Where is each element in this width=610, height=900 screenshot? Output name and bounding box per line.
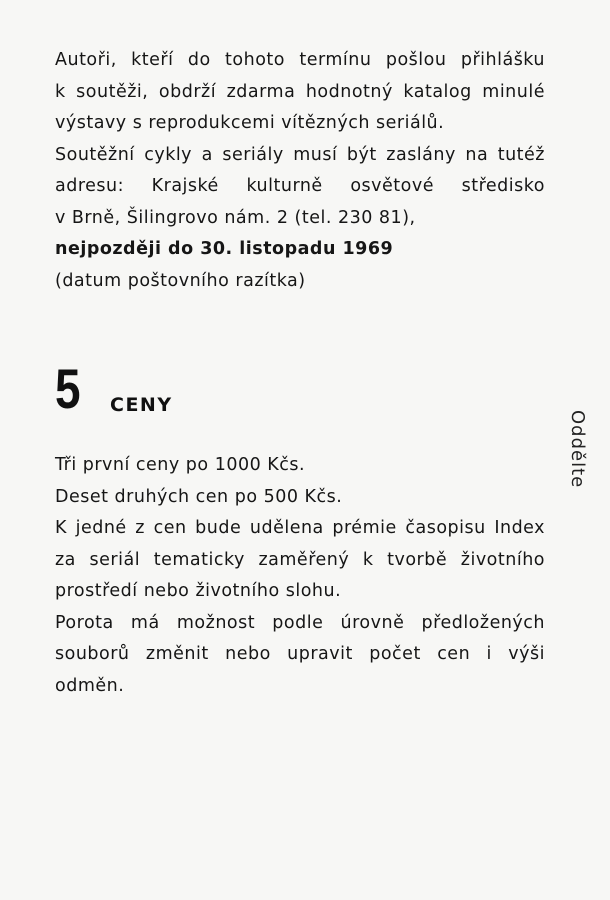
- text-line: za seriál tematicky zaměřený k tvorbě životního: [55, 549, 545, 570]
- prizes-paragraph: [55, 450, 545, 702]
- text-line: (datum poštovního razítka): [55, 270, 306, 291]
- text-line: Autoři, kteří do tohoto termínu pošlou přihlášku: [55, 50, 545, 70]
- text-line: odměn.: [55, 675, 125, 696]
- margin-note-text: Oddělte: [567, 410, 588, 489]
- text-line: k soutěži, obdrží zdarma hodnotný katalog minulé: [55, 81, 545, 102]
- text-line: Tři první ceny po 1000 Kčs.: [55, 455, 306, 475]
- text-line: K jedné z cen bude udělena prémie časopisu Index: [55, 518, 545, 538]
- text-line: souborů změnit nebo upravit počet cen i výši: [55, 644, 545, 664]
- text-line: Soutěžní cykly a seriály musí být zaslány na tutéž: [55, 144, 545, 165]
- text-line: prostředí nebo životního slohu.: [55, 581, 342, 601]
- section-heading: CENY: [110, 394, 173, 416]
- registration-paragraph: [55, 45, 545, 297]
- section-number: 5: [55, 357, 81, 420]
- text-line: adresu: Krajské kulturně osvětové středisko: [55, 176, 545, 196]
- margin-note: [567, 410, 610, 500]
- deadline-line: nejpozději do 30. listopadu 1969: [55, 239, 394, 259]
- text-line: Deset druhých cen po 500 Kčs.: [55, 486, 343, 507]
- text-line: Porota má možnost podle úrovně předložených: [55, 612, 545, 633]
- text-line: výstavy s reprodukcemi vítězných seriálů.: [55, 113, 445, 133]
- text-line: v Brně, Šilingrovo nám. 2 (tel. 230 81),: [55, 207, 416, 228]
